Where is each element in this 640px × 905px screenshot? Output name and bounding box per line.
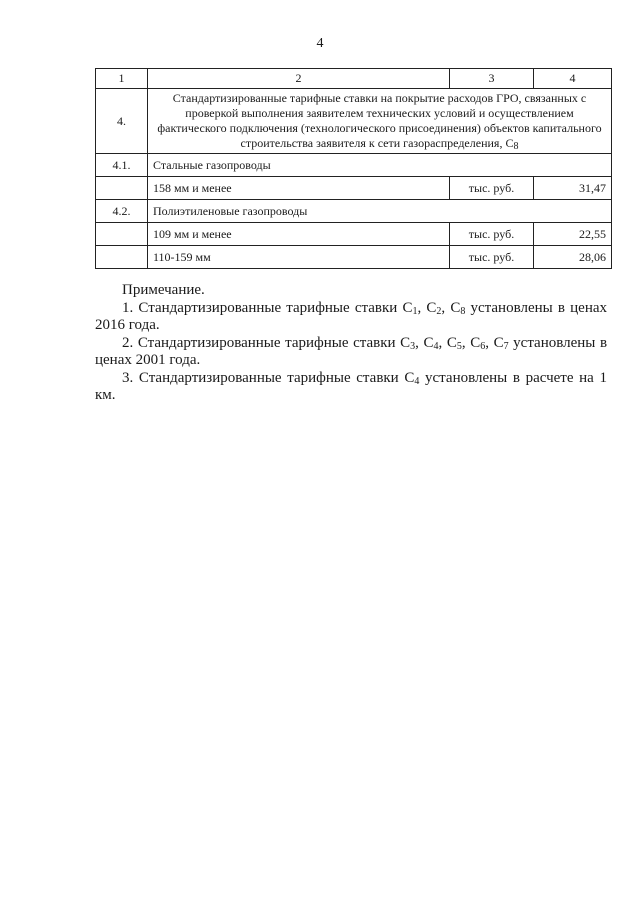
empty-cell	[96, 223, 148, 246]
table-row	[96, 177, 612, 200]
section-description-subscript: 8	[513, 141, 519, 152]
empty-cell	[96, 246, 148, 269]
group-title: Полиэтиленовые газопроводы	[148, 200, 612, 223]
table-header-row	[96, 69, 612, 89]
rate-subscript: 2	[436, 305, 442, 317]
header-cell: 4	[534, 69, 612, 89]
table-row	[96, 246, 612, 269]
note-section	[95, 282, 607, 405]
group-number: 4.2.	[96, 200, 148, 223]
note-item	[95, 370, 607, 405]
note-text: установлены в ценах 2001 года.	[95, 334, 608, 368]
row-unit: тыс. руб.	[450, 177, 534, 200]
row-name: 109 мм и менее	[148, 223, 450, 246]
rate-subscript: 3	[410, 340, 416, 352]
rate-code: С	[423, 334, 434, 351]
rate-subscript: 6	[480, 340, 486, 352]
rate-code: С	[470, 334, 481, 351]
section-number: 4.	[96, 89, 148, 154]
table-row	[96, 223, 612, 246]
rate-subscript: 4	[414, 375, 420, 387]
rate-code: С	[404, 369, 415, 386]
rate-code: С	[493, 334, 504, 351]
rate-subscript: 5	[456, 340, 462, 352]
row-unit: тыс. руб.	[450, 246, 534, 269]
note-item: 1. Стандартизированные тарифные ставки $С_1$, $С_2$, $С_8$ установлены в ценах 2016 года.	[95, 299, 608, 333]
note-text: 3. Стандартизированные тарифные ставки	[122, 369, 405, 386]
note-item: 2. Стандартизированные тарифные ставки $С_3$, $С_4$, $С_5$, $С_6$, $С_7$ установлены в ценах 2001 года.	[95, 334, 608, 368]
header-cell: 2	[148, 69, 450, 89]
row-name: 110-159 мм	[148, 246, 450, 269]
tariff-table	[95, 68, 612, 269]
note-text: установлены в расчете на 1 км.	[95, 369, 607, 403]
header-cell: 1	[96, 69, 148, 89]
rate-subscript: 7	[503, 340, 509, 352]
row-name: 158 мм и менее	[148, 177, 450, 200]
row-value: 31,47	[534, 177, 612, 200]
section-row	[96, 89, 612, 154]
section-description-text: Стандартизированные тарифные ставки на покрытие расходов ГРО, связанных с проверкой выполнения заявителем технических условий и осуществлением фактического подключения (технологического присоединения) объектов капитального строительства заявителя к сети газораспределения, С	[157, 91, 602, 150]
rate-code: С	[450, 299, 461, 316]
rate-code: С	[446, 334, 457, 351]
rate-subscript: 4	[433, 340, 439, 352]
empty-cell	[96, 177, 148, 200]
rate-code: С	[402, 299, 413, 316]
note-text: установлены в ценах 2016 года.	[95, 299, 608, 333]
row-unit: тыс. руб.	[450, 223, 534, 246]
rate-subscript: 8	[460, 305, 466, 317]
rate-subscript: 1	[412, 305, 418, 317]
note-text: 2. Стандартизированные тарифные ставки	[122, 334, 401, 351]
note-text: 1. Стандартизированные тарифные ставки	[122, 299, 403, 316]
group-row-polyethylene	[96, 200, 612, 223]
row-value: 22,55	[534, 223, 612, 246]
rate-code: С	[400, 334, 411, 351]
group-number: 4.1.	[96, 154, 148, 177]
note-title: Примечание.	[122, 282, 205, 298]
group-title: Стальные газопроводы	[148, 154, 612, 177]
group-row-steel	[96, 154, 612, 177]
rate-code: С	[426, 299, 437, 316]
row-value: 28,06	[534, 246, 612, 269]
header-cell: 3	[450, 69, 534, 89]
section-description	[148, 89, 612, 154]
page-number: 4	[316, 36, 324, 51]
